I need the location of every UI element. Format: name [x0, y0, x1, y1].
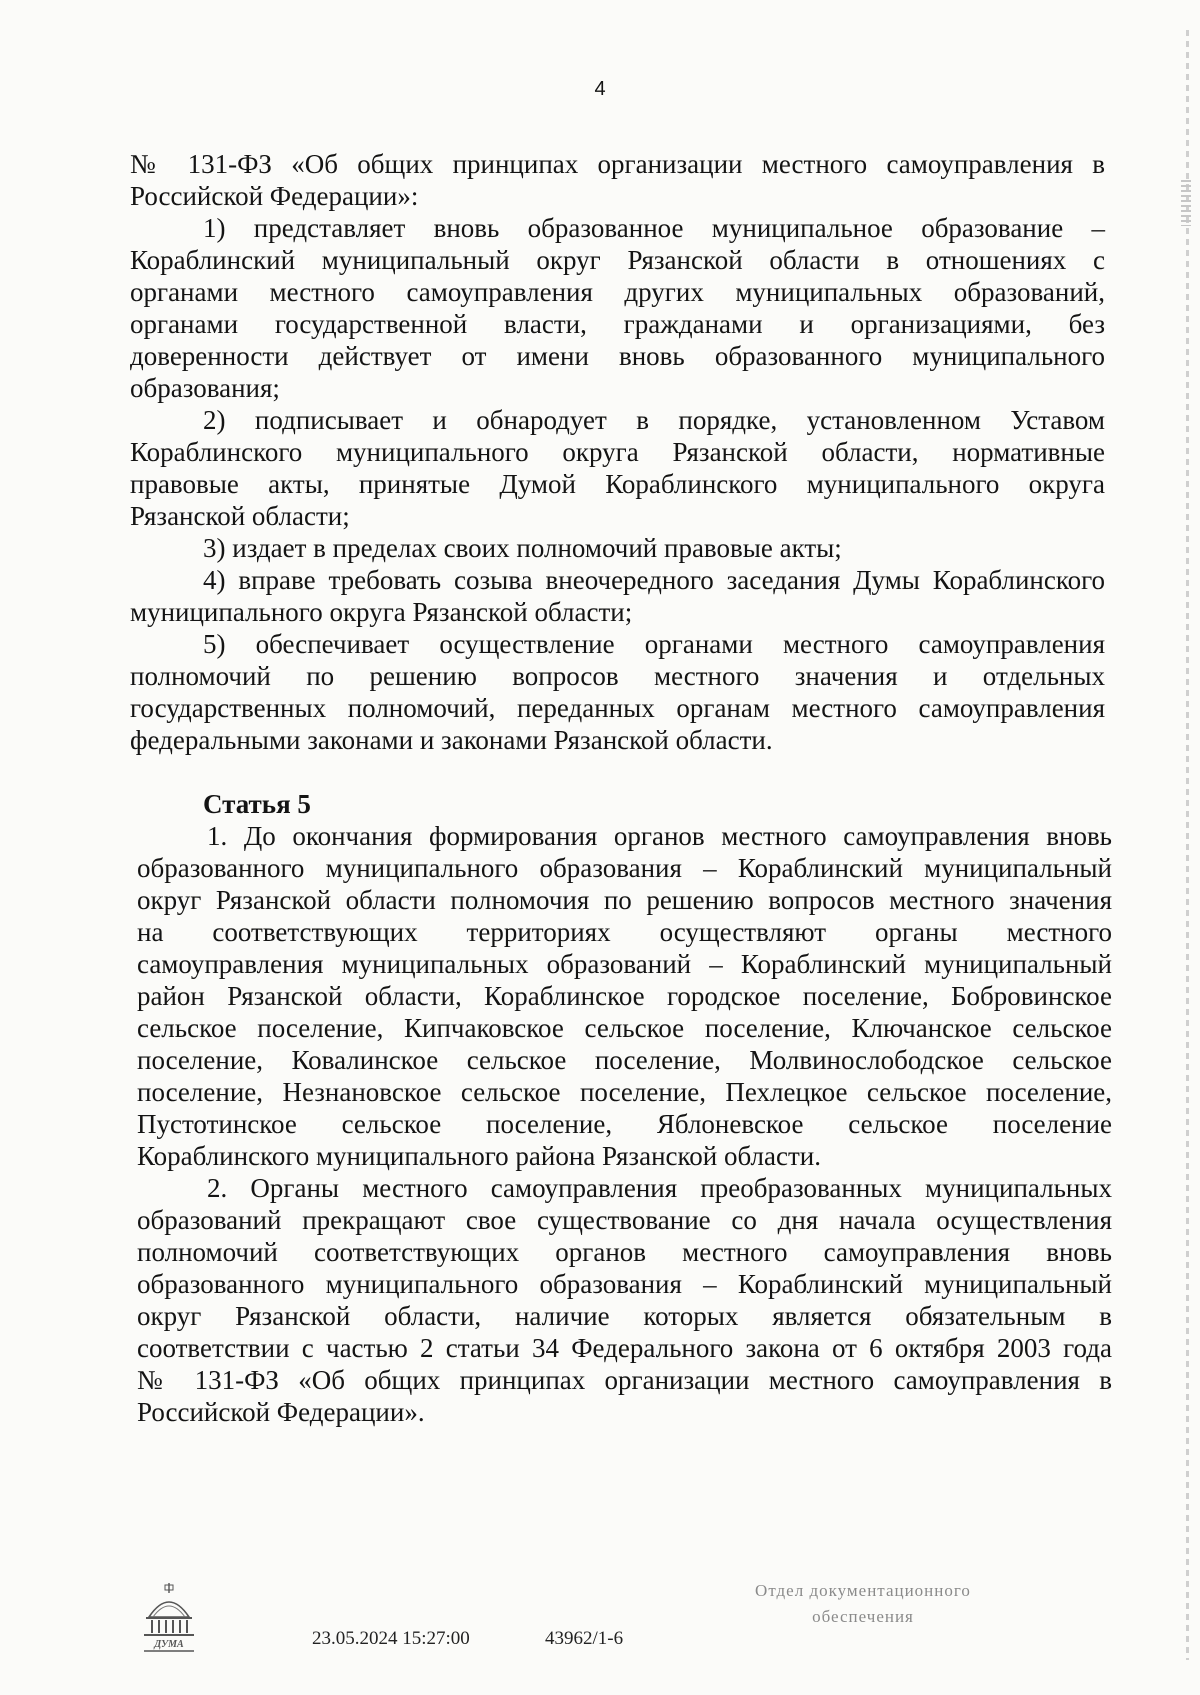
text-line: самоуправления муниципальных образований – Кораблинский муниципальный: [137, 949, 1112, 979]
text-line: Кораблинский муниципальный округ Рязанской области в отношениях с: [130, 245, 1105, 275]
text-line: № 131-ФЗ «Об общих принципах организации местного самоуправления в: [137, 1365, 1112, 1395]
text-line: 1. До окончания формирования органов местного самоуправления вновь: [207, 821, 1112, 851]
text-line: доверенности действует от имени вновь образованного муниципального: [130, 341, 1105, 371]
text-line: образований прекращают свое существование со дня начала осуществления: [137, 1205, 1112, 1235]
svg-text:ДУМА: ДУМА: [154, 1639, 184, 1650]
text-line: Рязанской области;: [130, 501, 350, 531]
text-line: Российской Федерации»:: [130, 181, 419, 211]
text-line: Российской Федерации».: [137, 1397, 425, 1427]
text-line: район Рязанской области, Кораблинское городское поселение, Бобровинское: [137, 981, 1112, 1011]
text-line: поселение, Незнановское сельское поселение, Пехлецкое сельское поселение,: [137, 1077, 1112, 1107]
text-line: Кораблинского муниципального района Рязанской области.: [137, 1141, 821, 1171]
text-line: образованного муниципального образования – Кораблинский муниципальный: [137, 1269, 1112, 1299]
text-line: органами государственной власти, гражданами и организациями, без: [130, 309, 1105, 339]
text-line: органами местного самоуправления других муниципальных образований,: [130, 277, 1105, 307]
text-line: сельское поселение, Кипчаковское сельское поселение, Ключанское сельское: [137, 1013, 1112, 1043]
article-heading: Статья 5: [203, 789, 311, 819]
page-number: 4: [594, 78, 606, 100]
text-line: округ Рязанской области полномочия по решению вопросов местного значения: [137, 885, 1112, 915]
text-line: 1) представляет вновь образованное муниципальное образование –: [203, 213, 1105, 243]
text-line: правовые акты, принятые Думой Кораблинского муниципального округа: [130, 469, 1105, 499]
text-line: 2) подписывает и обнародует в порядке, установленном Уставом: [203, 405, 1105, 435]
text-line: государственных полномочий, переданных органам местного самоуправления: [130, 693, 1105, 723]
scan-margin-mark: [1181, 180, 1191, 226]
department-stamp-line1: Отдел документационного: [755, 1581, 971, 1600]
text-line: образования;: [130, 373, 280, 403]
text-line: соответствии с частью 2 статьи 34 Федерального закона от 6 октября 2003 года: [137, 1333, 1112, 1363]
text-line: Пустотинское сельское поселение, Яблоневское сельское поселение: [137, 1109, 1112, 1139]
text-line: 5) обеспечивает осуществление органами местного самоуправления: [203, 629, 1105, 659]
text-line: № 131-ФЗ «Об общих принципах организации местного самоуправления в: [130, 149, 1105, 179]
text-line: 2. Органы местного самоуправления преобразованных муниципальных: [207, 1173, 1112, 1203]
text-line: округ Рязанской области, наличие которых является обязательным в: [137, 1301, 1112, 1331]
text-line: полномочий по решению вопросов местного значения и отдельных: [130, 661, 1105, 691]
text-line: муниципального округа Рязанской области;: [130, 597, 633, 627]
footer-datetime: 23.05.2024 15:27:00: [312, 1628, 470, 1649]
text-line: Кораблинского муниципального округа Рязанской области, нормативные: [130, 437, 1105, 467]
text-line: 3) издает в пределах своих полномочий правовые акты;: [203, 533, 842, 563]
text-line: поселение, Ковалинское сельское поселение, Молвинослободское сельское: [137, 1045, 1112, 1075]
text-line: на соответствующих территориях осуществляют органы местного: [137, 917, 1112, 947]
scan-edge-marks: [1186, 30, 1189, 1660]
duma-seal-logo: [140, 1581, 198, 1653]
department-stamp-line2: обеспечения: [812, 1607, 914, 1626]
department-stamp: [728, 1578, 998, 1630]
text-line: образованного муниципального образования – Кораблинский муниципальный: [137, 853, 1112, 883]
text-line: полномочий соответствующих органов местного самоуправления вновь: [137, 1237, 1112, 1267]
text-line: 4) вправе требовать созыва внеочередного заседания Думы Кораблинского: [203, 565, 1105, 595]
footer-doc-number: 43962/1-6: [545, 1628, 624, 1649]
text-line: федеральными законами и законами Рязанской области.: [130, 725, 773, 755]
